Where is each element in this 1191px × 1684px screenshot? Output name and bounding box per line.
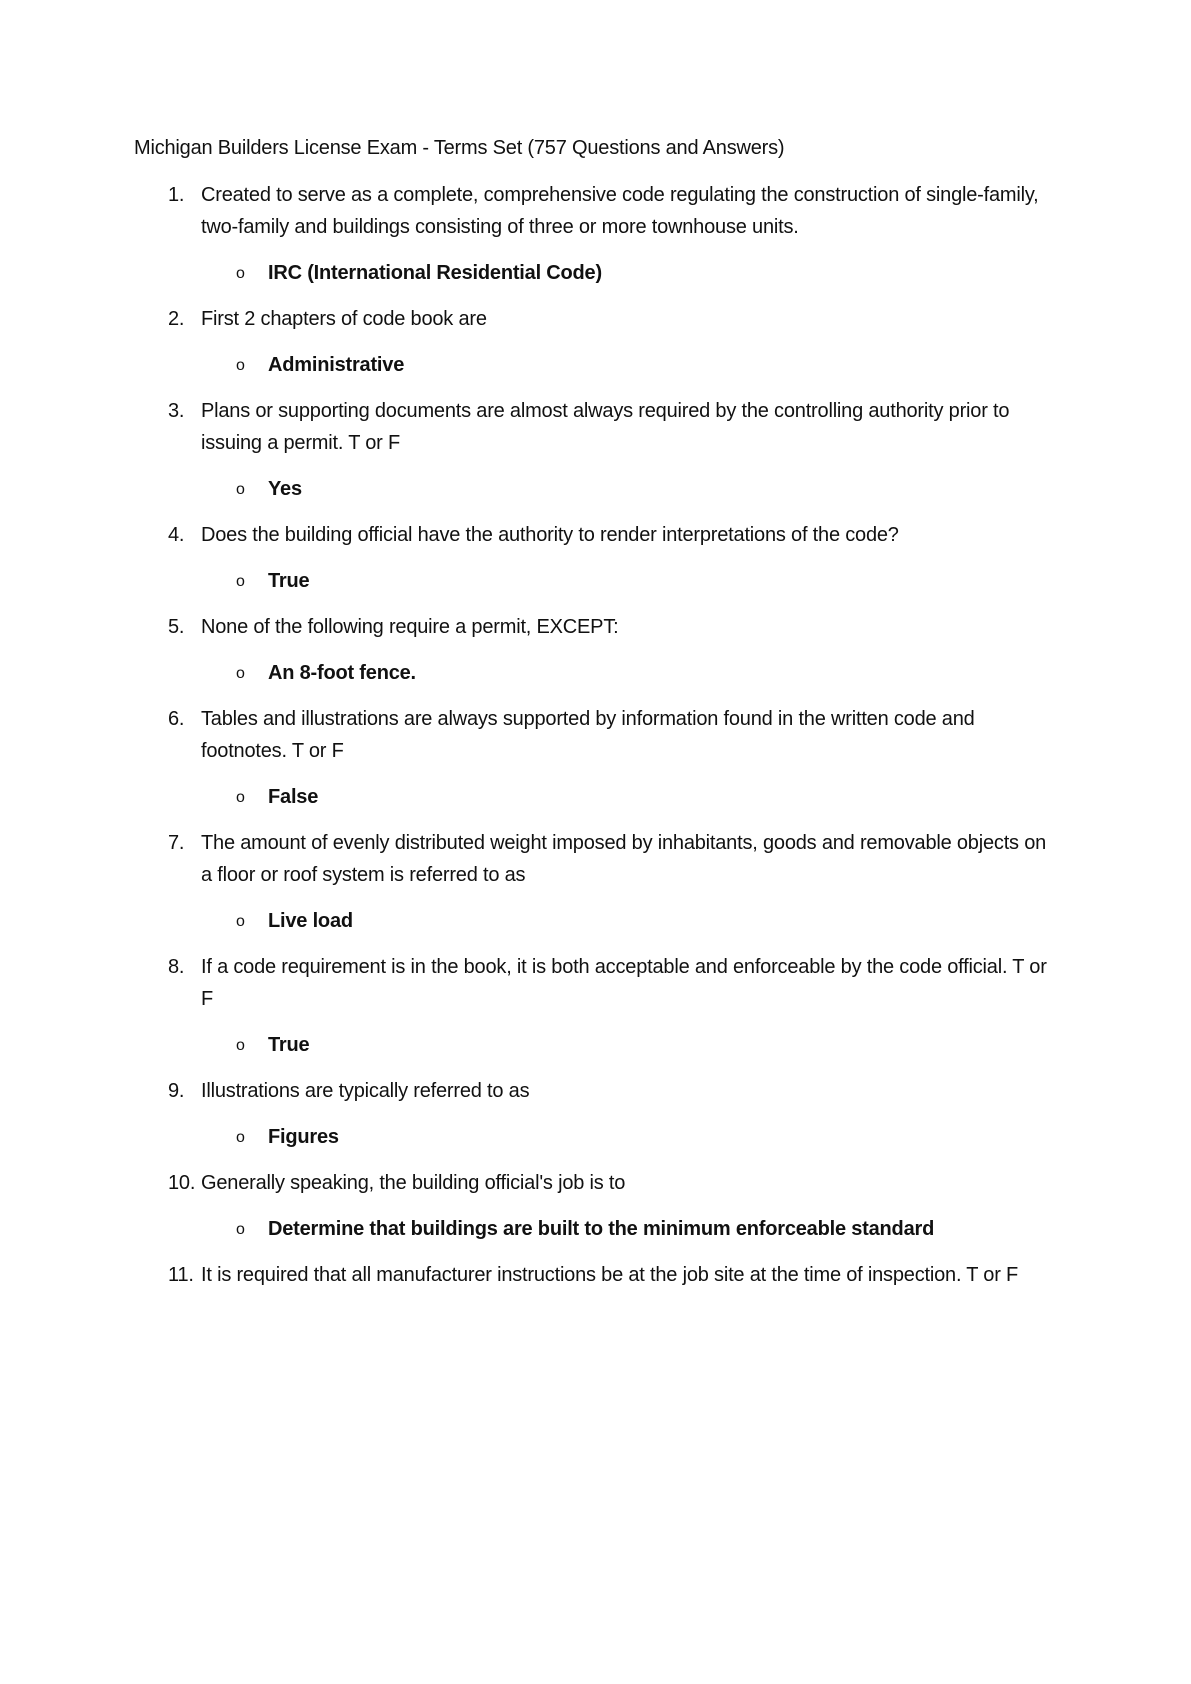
answer-text: Administrative [268, 354, 405, 376]
question-number: 3. [168, 400, 185, 422]
question-item [168, 1075, 1048, 1107]
question-text: It is required that all manufacturer instructions be at the job site at the time of inspection. T or F [201, 1264, 1019, 1286]
bullet-icon: o [236, 665, 245, 682]
answer-text: True [268, 570, 310, 592]
question-item [168, 611, 1048, 643]
answer-text: Yes [268, 478, 302, 500]
question-item [168, 395, 1048, 459]
question-text: Tables and illustrations are always supported by information found in the written code and footnotes. T or F [201, 708, 975, 762]
answer-item [168, 257, 1048, 289]
answer-item [168, 657, 1048, 689]
question-item [168, 827, 1048, 891]
bullet-icon: o [236, 913, 245, 930]
question-text: Does the building official have the authority to render interpretations of the code? [201, 524, 899, 546]
question-number: 9. [168, 1080, 185, 1102]
answer-text: True [268, 1034, 310, 1056]
question-text: None of the following require a permit, EXCEPT: [201, 616, 619, 638]
question-text: Generally speaking, the building official's job is to [201, 1172, 626, 1194]
answer-item [168, 565, 1048, 597]
answer-item [168, 1213, 1048, 1245]
answer-item [168, 781, 1048, 813]
answer-text: Figures [268, 1126, 339, 1148]
bullet-icon: o [236, 1129, 245, 1146]
bullet-icon: o [236, 265, 245, 282]
bullet-icon: o [236, 789, 245, 806]
question-number: 2. [168, 308, 185, 330]
question-number: 10. [168, 1172, 196, 1194]
question-number: 1. [168, 184, 185, 206]
answer-item [168, 349, 1048, 381]
question-text: First 2 chapters of code book are [201, 308, 487, 330]
question-item [168, 519, 1048, 551]
question-number: 6. [168, 708, 185, 730]
answer-item [168, 473, 1048, 505]
question-text: If a code requirement is in the book, it is both acceptable and enforceable by the code official. T or F [201, 956, 1047, 1010]
question-item [168, 951, 1048, 1015]
answer-text: False [268, 786, 319, 808]
question-text: The amount of evenly distributed weight imposed by inhabitants, goods and removable objects on a floor or roof system is referred to as [201, 832, 1047, 886]
question-number: 11. [168, 1264, 194, 1286]
answer-item [168, 1121, 1048, 1153]
answer-item [168, 1029, 1048, 1061]
question-item [168, 303, 1048, 335]
answer-text: Determine that buildings are built to the minimum enforceable standard [268, 1218, 935, 1240]
answer-text: Live load [268, 910, 353, 932]
question-item [168, 703, 1048, 767]
question-item [168, 1259, 1048, 1291]
question-number: 5. [168, 616, 185, 638]
question-number: 7. [168, 832, 185, 854]
bullet-icon: o [236, 1221, 245, 1238]
document-title: Michigan Builders License Exam - Terms Set (757 Questions and Answers) [134, 137, 785, 159]
question-text: Created to serve as a complete, comprehensive code regulating the construction of single-family, two-family and buildings consisting of three or more townhouse units. [201, 184, 1039, 238]
question-item [168, 1167, 1048, 1199]
question-text: Illustrations are typically referred to as [201, 1080, 530, 1102]
answer-text: An 8-foot fence. [268, 662, 416, 684]
bullet-icon: o [236, 481, 245, 498]
question-number: 4. [168, 524, 185, 546]
question-item [168, 179, 1048, 243]
bullet-icon: o [236, 1037, 245, 1054]
bullet-icon: o [236, 573, 245, 590]
answer-text: IRC (International Residential Code) [268, 262, 602, 284]
answer-item [168, 905, 1048, 937]
question-list [168, 179, 1048, 1305]
bullet-icon: o [236, 357, 245, 374]
question-text: Plans or supporting documents are almost always required by the controlling authority prior to issuing a permit. T or F [201, 400, 1010, 454]
question-number: 8. [168, 956, 185, 978]
